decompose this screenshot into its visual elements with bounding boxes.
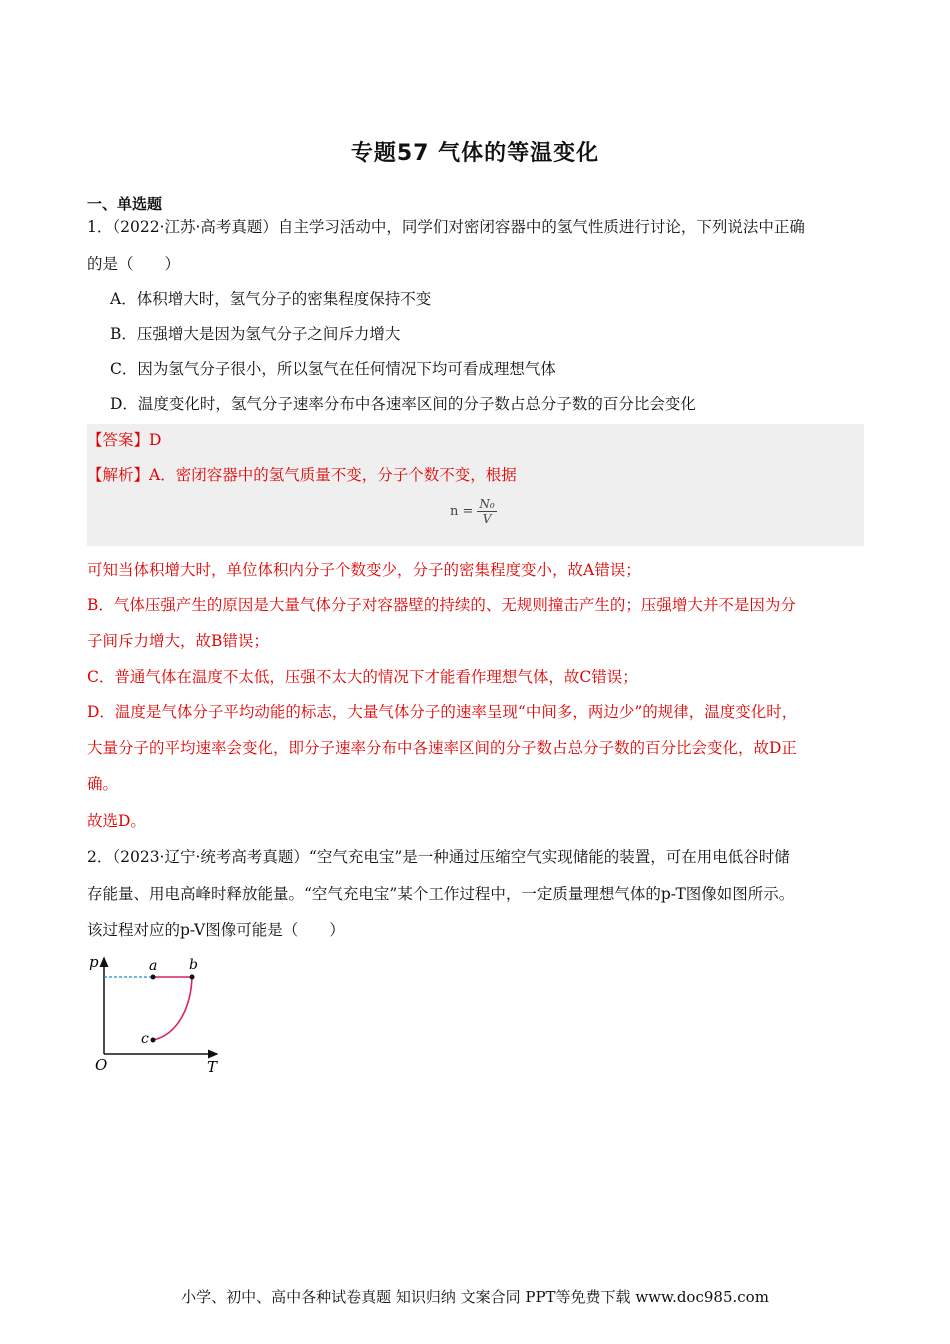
label-c: c <box>141 1031 149 1047</box>
q1-explain-7: 确。 <box>87 775 119 793</box>
q1-option-a: A．体积增大时，氢气分子的密集程度保持不变 <box>110 290 432 308</box>
y-axis-label: p <box>89 953 99 971</box>
section-heading: 一、单选题 <box>87 195 163 213</box>
formula <box>450 497 497 526</box>
point-c <box>151 1038 156 1043</box>
point-a <box>151 975 156 980</box>
q1-explain-5: D．温度是气体分子平均动能的标志，大量气体分子的速率呈现“中间多，两边少”的规律，温度变化时， <box>87 703 798 721</box>
q1-option-b: B．压强增大是因为氢气分子之间斥力增大 <box>110 325 401 343</box>
q1-explain-3: 子间斥力增大，故B错误； <box>87 632 269 650</box>
label-b: b <box>189 957 198 973</box>
label-a: a <box>149 958 158 974</box>
formula-numerator: N₀ <box>479 497 495 511</box>
q1-analysis <box>87 465 517 485</box>
analysis-label: 【解析】 <box>87 466 150 484</box>
q2-stem-line3: 该过程对应的p-V图像可能是（ ） <box>87 921 345 939</box>
x-axis-label: T <box>207 1058 218 1075</box>
point-b <box>190 975 195 980</box>
q2-stem-line1: 2．（2023·辽宁·统考高考真题）“空气充电宝”是一种通过压缩空气实现储能的装置，可在用电低谷时储 <box>87 848 790 866</box>
q2-stem-line2: 存能量、用电高峰时释放能量。“空气充电宝”某个工作过程中，一定质量理想气体的p-T图像如图所示。 <box>87 885 795 903</box>
q1-explain-1: 可知当体积增大时，单位体积内分子个数变少，分子的密集程度变小，故A错误； <box>87 561 641 579</box>
q1-explain-2: B．气体压强产生的原因是大量气体分子对容器壁的持续的、无规则撞击产生的；压强增大并不是因为分 <box>87 596 796 614</box>
analysis-first-line: A．密闭容器中的氢气质量不变，分子个数不变，根据 <box>149 466 517 484</box>
q1-option-c: C．因为氢气分子很小，所以氢气在任何情况下均可看成理想气体 <box>110 360 556 378</box>
formula-fraction <box>477 497 496 526</box>
pt-graph <box>85 950 235 1075</box>
q1-explain-8: 故选D。 <box>87 812 146 830</box>
q1-explain-4: C．普通气体在温度不太低，压强不太大的情况下才能看作理想气体，故C错误； <box>87 668 638 686</box>
formula-lhs: n = <box>450 504 474 519</box>
answer-box <box>87 424 864 546</box>
q1-stem-line1: 1．（2022·江苏·高考真题）自主学习活动中，同学们对密闭容器中的氢气性质进行讨论，下列说法中正确 <box>87 218 805 236</box>
curve-bc <box>153 977 192 1040</box>
formula-denominator: V <box>482 512 492 526</box>
q1-explain-6: 大量分子的平均速率会变化，即分子速率分布中各速率区间的分子数占总分子数的百分比会变化，故D正 <box>87 739 797 757</box>
q1-stem-line2: 的是（ ） <box>87 255 181 273</box>
origin-label: O <box>95 1056 108 1074</box>
page-footer: 小学、初中、高中各种试卷真题 知识归纳 文案合同 PPT等免费下载 www.doc985.com <box>181 1288 769 1306</box>
q1-option-d: D．温度变化时，氢气分子速率分布中各速率区间的分子数占总分子数的百分比会变化 <box>110 395 696 413</box>
q1-answer: 【答案】D <box>87 431 162 449</box>
page-title: 专题57 气体的等温变化 <box>350 141 600 166</box>
